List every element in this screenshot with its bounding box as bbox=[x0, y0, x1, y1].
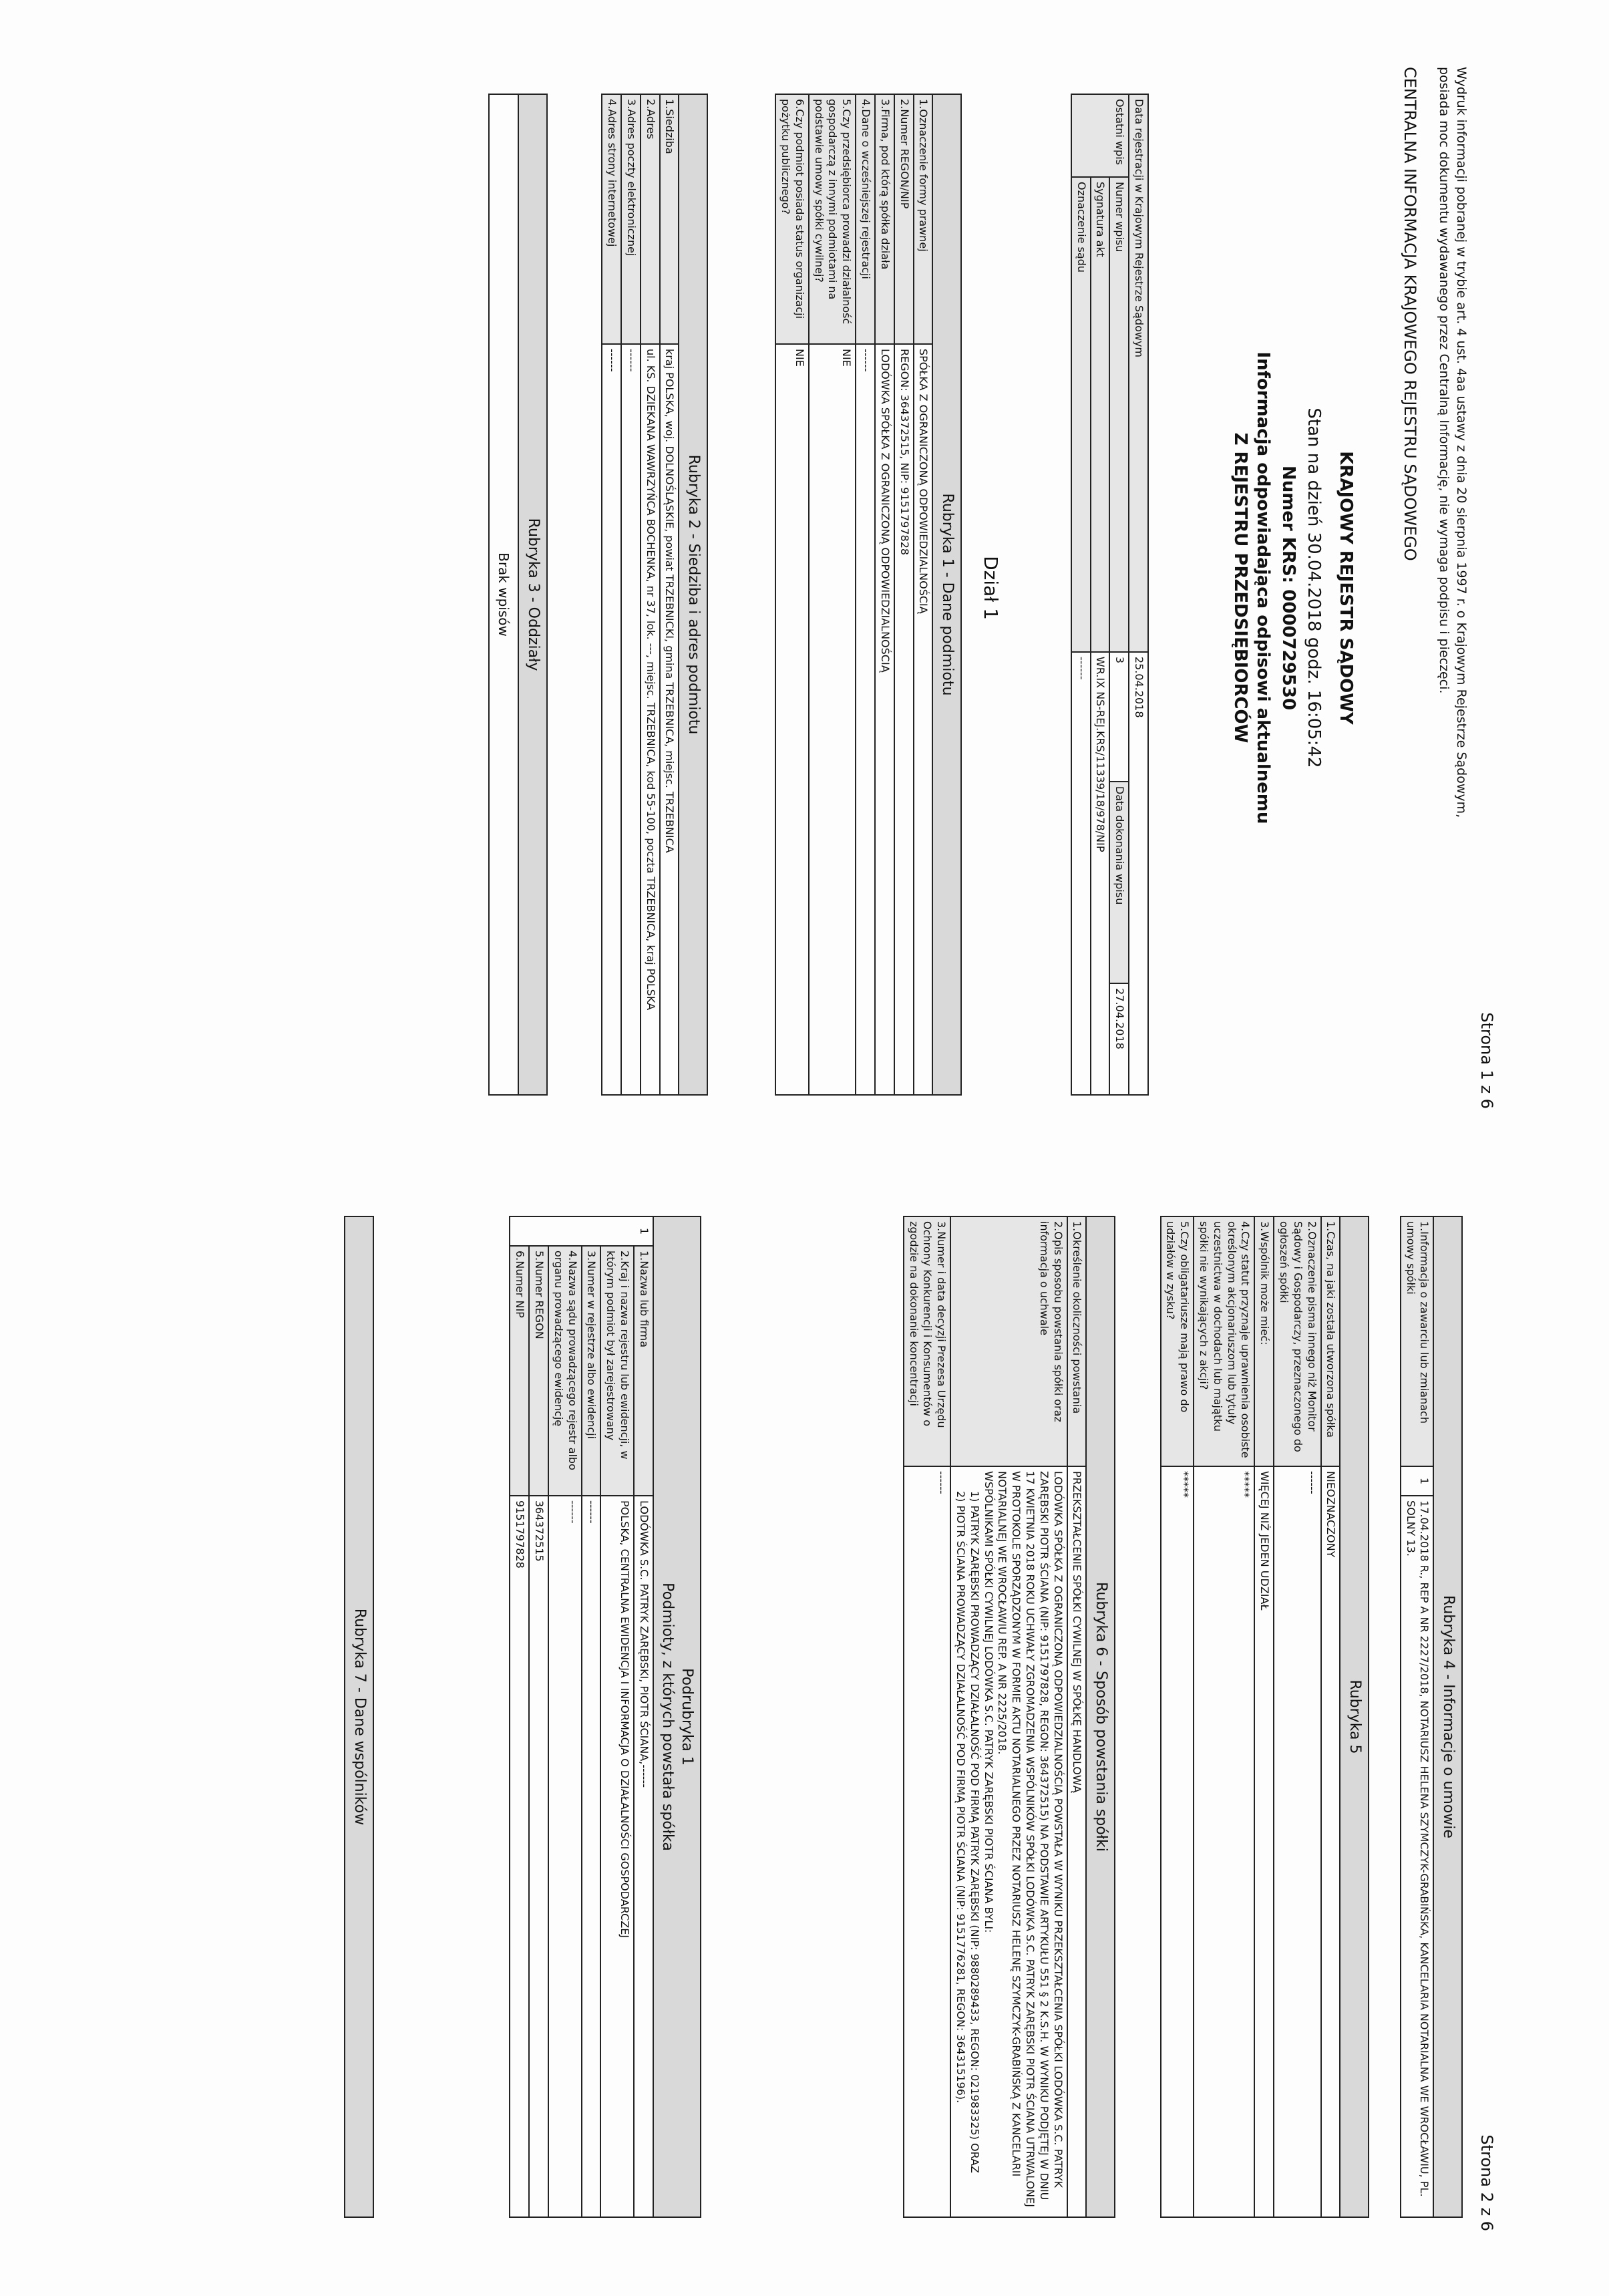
rubryka-7-table bbox=[344, 1216, 374, 2218]
field-label: 2.Adres bbox=[641, 94, 660, 344]
field-value: LODÓWKA S.C. PATRYK ZARĘBSKI, PIOTR ŚCIANA,------ bbox=[634, 1496, 653, 2217]
last-entry-label: Ostatni wpis bbox=[1071, 94, 1129, 177]
field-label: 5.Czy przedsiębiorca prowadzi działalność gospodarczą z innymi podmiotami na podstawie umowy spółki cywilnej? bbox=[809, 94, 856, 344]
field-value: SPÓŁKA Z OGRANICZONĄ ODPOWIEDZIALNOŚCIĄ bbox=[914, 344, 933, 1095]
page-number: Strona 2 z 6 bbox=[1477, 2134, 1496, 2231]
entry-index: 1 bbox=[510, 1216, 653, 1246]
case-sig-label: Sygnatura akt bbox=[1091, 177, 1110, 652]
court-label: Oznaczenie sądu bbox=[1071, 177, 1091, 652]
field-label: 4.Czy statut przyznaje uprawnienia osobiste określonym akcjonariuszom lub tytuły uczestnictwa w dochodach lub majątku spółki nie wynikających z akcji? bbox=[1194, 1216, 1254, 1466]
field-value: ------ bbox=[621, 344, 641, 1095]
field-label: 5.Czy obligatariusze mają prawo do udziałów w zysku? bbox=[1161, 1216, 1194, 1466]
rubryka-1-table bbox=[775, 94, 962, 1096]
header-line-2: posiada moc dokumentu wydawanego przez Centralną Informację, nie wymaga podpisu i pieczęci. bbox=[1437, 67, 1452, 694]
rubryka-1-title: Rubryka 1 - Dane podmiotu bbox=[932, 94, 961, 1095]
reg-date-value: 25.04.2018 bbox=[1129, 652, 1148, 1095]
entry-number-label: Numer wpisu bbox=[1109, 177, 1129, 652]
court-value: ------ bbox=[1071, 652, 1091, 1095]
field-value: 364372515 bbox=[529, 1496, 548, 2217]
field-value: NIE bbox=[775, 344, 809, 1095]
central-info-title: CENTRALNA INFORMACJA KRAJOWEGO REJESTRU SĄDOWEGO bbox=[1400, 67, 1419, 561]
entry-date-label: Data dokonania wpisu bbox=[1109, 782, 1129, 983]
formation-partners: WSPÓLNIKAMI SPÓŁKI CYWILNEJ LODÓWKA S.C. PATRYK ZARĘBSKI PIOTR ŚCIANA BYLI: bbox=[982, 1471, 995, 1933]
field-value: ------ bbox=[856, 344, 875, 1095]
field-value: PRZEKSZTAŁCENIE SPÓŁKI CYWILNEJ W SPÓŁKĘ HANDLOWĄ bbox=[1067, 1466, 1087, 2217]
field-label: 4.Adres strony internetowej bbox=[602, 94, 621, 344]
section-title: Dział 1 bbox=[980, 556, 1002, 620]
field-label: 3.Numer w rejestrze albo ewidencji bbox=[582, 1246, 601, 1496]
field-label: 1.Czas, na jaki została utworzona spółka bbox=[1321, 1216, 1340, 1466]
title-block bbox=[1230, 67, 1356, 1109]
field-value: NIEOZNACZONY bbox=[1321, 1466, 1340, 2217]
field-label: 2.Kraj i nazwa rejestru lub ewidencji, w którym podmiot był zarejestrowany bbox=[600, 1246, 634, 1496]
rubryka-6-title: Rubryka 6 - Sposób powstania spółki bbox=[1086, 1216, 1115, 2217]
field-label: 2.Opis sposobu powstania spółki oraz informacja o uchwale bbox=[950, 1216, 1067, 1466]
field-value: REGON: 364372515, NIP: 9151797828 bbox=[894, 344, 914, 1095]
entry-index: 1 bbox=[1401, 1466, 1434, 1496]
field-label: 6.Czy podmiot posiada status organizacji pożytku publicznego? bbox=[775, 94, 809, 344]
status-date: Stan na dzień 30.04.2018 godz. 16:05:42 bbox=[1304, 407, 1324, 768]
field-value: kraj POLSKA, woj. DOLNOŚLĄSKIE, powiat TRZEBNICKI, gmina TRZEBNICA, miejsc. TRZEBNICA bbox=[660, 344, 679, 1095]
case-sig-value: WR.IX NS-REJ.KRS/11339/18/978/NIP bbox=[1091, 652, 1110, 1095]
field-label: 3.Numer i data decyzji Prezesa Urzędu Ochrony Konkurencji i Konsumentów o zgodzie na dokonanie koncentracji bbox=[904, 1216, 950, 1466]
podrubryka-table bbox=[509, 1216, 701, 2218]
rubryka-4-title: Rubryka 4 - Informacje o umowie bbox=[1433, 1216, 1462, 2217]
field-label: 4.Dane o wcześniejszej rejestracji bbox=[856, 94, 875, 344]
registration-table bbox=[1071, 94, 1149, 1096]
field-label: 2.Oznaczenie pisma innego niż Monitor Sądowy i Gospodarczy, przeznaczonego do ogłoszeń spółki bbox=[1274, 1216, 1320, 1466]
rubryka-5-title: Rubryka 5 bbox=[1340, 1216, 1369, 2217]
field-label: 6.Numer NIP bbox=[510, 1246, 529, 1496]
field-value: 9151797828 bbox=[510, 1496, 529, 2217]
rubryka-4-table bbox=[1400, 1216, 1463, 2218]
rubryka-3-table bbox=[488, 94, 548, 1096]
page-1 bbox=[187, 67, 1496, 1109]
info-line-2: Z REJESTRU PRZEDSIĘBIORCÓW bbox=[1230, 432, 1250, 744]
field-label: 3.Wspólnik może mieć: bbox=[1254, 1216, 1274, 1466]
field-value: ul. KS. DZIEKANA WAWRZYŃCA BOCHENKA, nr 37, lok. ---, miejsc. TRZEBNICA, kod 55-100, poczta TRZEBNICA, kraj POLSKA bbox=[641, 344, 660, 1095]
podrubryka-header bbox=[653, 1216, 701, 2217]
rubryka-3-title: Rubryka 3 - Oddziały bbox=[518, 94, 547, 1095]
rubryka-2-table bbox=[601, 94, 708, 1096]
reg-date-label: Data rejestracji w Krajowym Rejestrze Sądowym bbox=[1129, 94, 1148, 652]
formation-partner-2: 2) PIOTR ŚCIANA PROWADZĄCY DZIAŁALNOŚĆ POD FIRMĄ PIOTR ŚCIANA (NIP: 9151776281, REGON: 364315196). bbox=[954, 1491, 968, 2104]
field-value: WIĘCEJ NIŻ JEDEN UDZIAŁ bbox=[1254, 1466, 1274, 2217]
page-number: Strona 1 z 6 bbox=[1477, 1012, 1496, 1109]
field-value: ------ bbox=[582, 1496, 601, 2217]
field-value: ***** bbox=[1194, 1466, 1254, 2217]
field-label: 3.Firma, pod którą spółka działa bbox=[875, 94, 894, 344]
field-value: ***** bbox=[1161, 1466, 1194, 2217]
rubryka-2-title: Rubryka 2 - Siedziba i adres podmiotu bbox=[679, 94, 707, 1095]
rubryka-7-title: Rubryka 7 - Dane wspólników bbox=[345, 1216, 373, 2217]
field-value: NIE bbox=[809, 344, 856, 1095]
formation-text: LODÓWKA SPÓŁKA Z OGRANICZONĄ ODPOWIEDZIALNOŚCIĄ POWSTAŁA W WYNIKU PRZEKSZTAŁCENIA SPÓŁKI LODÓWKA S.C. PATRYK ZARĘBSKI PIOTR ŚCIANA (NIP: 9151797828, REGON: 364372515) NA PODSTAWIE ARTYKUŁU 551 § 2 K.S.H. W WYNIKU PODJĘTEJ W DNIU 17 KWIETNIA 2018 ROKU UCHWAŁY ZGROMADZENIA WSPÓLNIKÓW SPÓŁKI LODÓWKA S.C. PATRYK ZARĘBSKI PIOTR ŚCIANA UTRWALONEJ W PROTOKOLE SPORZĄDZONYM W FORMIE AKTU NOTARIALNEGO PRZEZ NOTARIUSZ HELENĘ SZYMCZYK-GRABIŃSKĄ Z KANCELARII NOTARIALNEJ WE WROCŁAWIU REP. A NR 2225/2018. bbox=[996, 1471, 1065, 2207]
field-value: ------ bbox=[904, 1466, 950, 2217]
field-value: ------ bbox=[548, 1496, 582, 2217]
registry-title: KRAJOWY REJESTR SĄDOWY bbox=[1336, 451, 1356, 725]
field-label: 3.Adres poczty elektronicznej bbox=[621, 94, 641, 344]
field-label: 1.Nazwa lub firma bbox=[634, 1246, 653, 1496]
krs-number: Numer KRS: 0000729530 bbox=[1278, 465, 1298, 711]
page-2 bbox=[187, 1189, 1496, 2231]
formation-partner-1: 1) PATRYK ZARĘBSKI PROWADZĄCY DZIAŁALNOŚĆ POD FIRMĄ PATRYK ZARĘBSKI (NIP: 9880289433, REGON: 021983325) ORAZ bbox=[968, 1491, 981, 2174]
header-note bbox=[1399, 67, 1469, 1069]
field-value: 17.04.2018 R., REP A NR 2227/2018, NOTARIUSZ HELENA SZYMCZYK-GRABIŃSKA, KANCELARIA NOTARIALNA WE WROCŁAWIU, PL. SOLNY 13. bbox=[1401, 1496, 1434, 2217]
field-label: 1.Określenie okoliczności powstania bbox=[1067, 1216, 1087, 1466]
field-label: 4.Nazwa sądu prowadzącego rejestr albo organu prowadzącego ewidencję bbox=[548, 1246, 582, 1496]
rubryka-5-table bbox=[1160, 1216, 1369, 2218]
formation-description bbox=[950, 1466, 1067, 2217]
rubryka-6-table bbox=[903, 1216, 1115, 2218]
field-label: 5.Numer REGON bbox=[529, 1246, 548, 1496]
entry-number-value: 3 bbox=[1109, 652, 1129, 782]
field-label: 2.Numer REGON/NIP bbox=[894, 94, 914, 344]
no-entries: Brak wpisów bbox=[489, 94, 518, 1095]
field-value: LODÓWKA SPÓŁKA Z OGRANICZONĄ ODPOWIEDZIALNOŚCIĄ bbox=[875, 344, 894, 1095]
field-value: POLSKA, CENTRALNA EWIDENCJA I INFORMACJA O DZIAŁALNOŚCI GOSPODARCZEJ bbox=[600, 1496, 634, 2217]
entry-date-value: 27.04.2018 bbox=[1109, 983, 1129, 1095]
info-line-1: Informacja odpowiadająca odpisowi aktualnemu bbox=[1253, 351, 1273, 824]
field-value: ------ bbox=[602, 344, 621, 1095]
field-label: 1.Siedziba bbox=[660, 94, 679, 344]
field-label: 1.Oznaczenie formy prawnej bbox=[914, 94, 933, 344]
podrubryka-title: Podrubryka 1 bbox=[679, 1668, 695, 1766]
field-label: 1.Informacja o zawarciu lub zmianach umowy spółki bbox=[1401, 1216, 1434, 1466]
header-line-1: Wydruk informacji pobranej w trybie art. 4 ust. 4aa ustawy z dnia 20 sierpnia 1997 r. o Krajowym Rejestrze Sądowym, bbox=[1454, 67, 1469, 818]
field-value: ------ bbox=[1274, 1466, 1320, 2217]
podrubryka-subtitle: Podmioty, z których powstała spółka bbox=[659, 1583, 677, 1851]
